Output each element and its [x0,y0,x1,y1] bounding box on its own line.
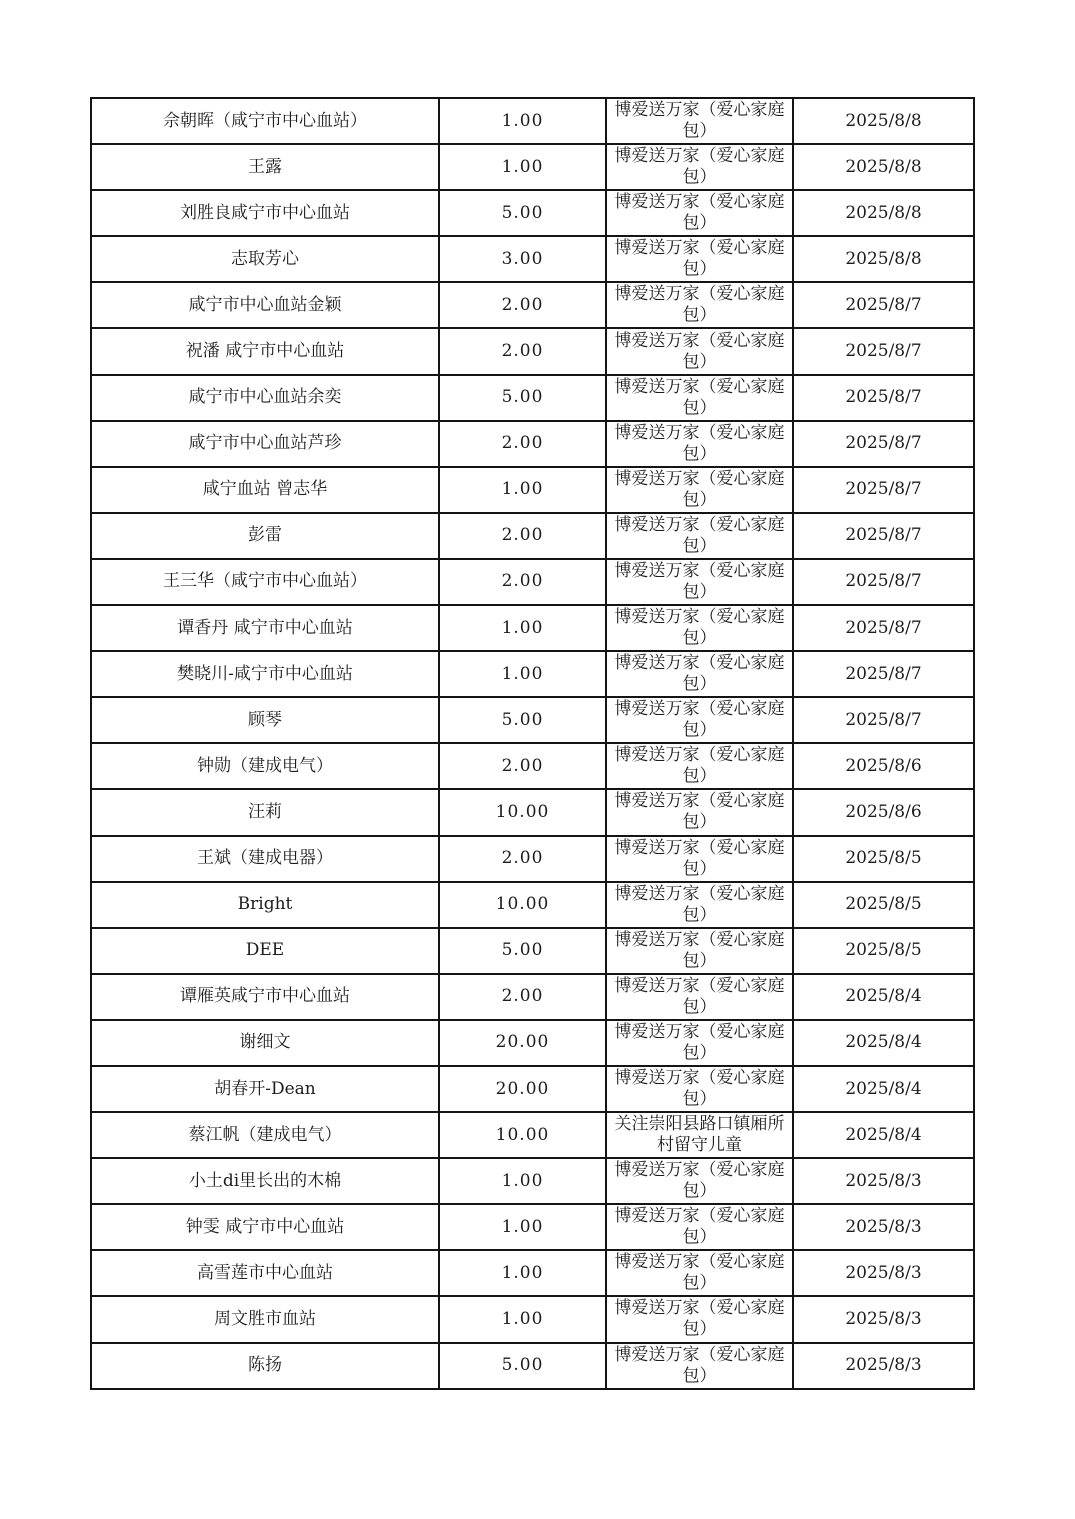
project-name-cell: 博爱送万家（爱心家庭包） [606,421,793,467]
table-row [91,605,974,651]
table-row [91,98,974,144]
donation-date-cell: 2025/8/5 [793,928,974,974]
donation-date-cell: 2025/8/6 [793,789,974,835]
donation-amount-cell: 1.00 [439,605,606,651]
project-name-cell: 博爱送万家（爱心家庭包） [606,1020,793,1066]
donation-amount-cell: 2.00 [439,513,606,559]
donation-amount-cell: 2.00 [439,743,606,789]
donor-name-cell: DEE [91,928,439,974]
donor-name-cell: 王三华（咸宁市中心血站） [91,559,439,605]
donation-record-table [90,97,975,1390]
donor-name-cell: 钟雯 咸宁市中心血站 [91,1204,439,1250]
donor-name-cell: 陈扬 [91,1343,439,1389]
table-row [91,467,974,513]
table-row [91,421,974,467]
donation-amount-cell: 1.00 [439,1250,606,1296]
donation-amount-cell: 2.00 [439,421,606,467]
donation-amount-cell: 10.00 [439,789,606,835]
project-name-cell: 博爱送万家（爱心家庭包） [606,375,793,421]
donation-amount-cell: 20.00 [439,1020,606,1066]
donation-date-cell: 2025/8/3 [793,1158,974,1204]
donation-date-cell: 2025/8/3 [793,1204,974,1250]
donation-date-cell: 2025/8/7 [793,375,974,421]
table-row [91,1066,974,1112]
donation-amount-cell: 2.00 [439,328,606,374]
donor-name-cell: 周文胜市血站 [91,1296,439,1342]
project-name-cell: 博爱送万家（爱心家庭包） [606,743,793,789]
project-name-cell: 博爱送万家（爱心家庭包） [606,328,793,374]
donor-name-cell: 钟勋（建成电气） [91,743,439,789]
donation-date-cell: 2025/8/7 [793,605,974,651]
donation-date-cell: 2025/8/4 [793,1066,974,1112]
project-name-cell: 博爱送万家（爱心家庭包） [606,144,793,190]
donation-date-cell: 2025/8/8 [793,144,974,190]
donor-name-cell: 王斌（建成电器） [91,836,439,882]
table-row [91,1158,974,1204]
table-row [91,651,974,697]
table-row [91,1020,974,1066]
table-row [91,513,974,559]
donation-date-cell: 2025/8/8 [793,98,974,144]
project-name-cell: 博爱送万家（爱心家庭包） [606,467,793,513]
donation-date-cell: 2025/8/3 [793,1296,974,1342]
table-row [91,1112,974,1158]
project-name-cell: 博爱送万家（爱心家庭包） [606,1296,793,1342]
table-row [91,836,974,882]
project-name-cell: 博爱送万家（爱心家庭包） [606,236,793,282]
donor-name-cell: 樊晓川-咸宁市中心血站 [91,651,439,697]
project-name-cell: 博爱送万家（爱心家庭包） [606,559,793,605]
table-row [91,282,974,328]
donation-date-cell: 2025/8/4 [793,1112,974,1158]
donor-name-cell: 志取芳心 [91,236,439,282]
donation-date-cell: 2025/8/5 [793,882,974,928]
donation-date-cell: 2025/8/4 [793,1020,974,1066]
table-row [91,190,974,236]
donor-name-cell: 蔡江帆（建成电气） [91,1112,439,1158]
donation-date-cell: 2025/8/7 [793,513,974,559]
project-name-cell: 博爱送万家（爱心家庭包） [606,1204,793,1250]
table-row [91,697,974,743]
donor-name-cell: 咸宁市中心血站芦珍 [91,421,439,467]
donor-name-cell: 咸宁市中心血站余奕 [91,375,439,421]
donation-date-cell: 2025/8/7 [793,421,974,467]
donor-name-cell: 胡春开-Dean [91,1066,439,1112]
project-name-cell: 博爱送万家（爱心家庭包） [606,1158,793,1204]
table-row [91,928,974,974]
donation-amount-cell: 5.00 [439,1343,606,1389]
donation-amount-cell: 1.00 [439,1158,606,1204]
project-name-cell: 博爱送万家（爱心家庭包） [606,190,793,236]
donation-table-body [91,98,974,1389]
project-name-cell: 博爱送万家（爱心家庭包） [606,605,793,651]
project-name-cell: 博爱送万家（爱心家庭包） [606,882,793,928]
donation-amount-cell: 2.00 [439,836,606,882]
table-row [91,375,974,421]
project-name-cell: 博爱送万家（爱心家庭包） [606,282,793,328]
donor-name-cell: 汪莉 [91,789,439,835]
project-name-cell: 博爱送万家（爱心家庭包） [606,697,793,743]
donation-amount-cell: 2.00 [439,559,606,605]
table-row [91,236,974,282]
table-row [91,743,974,789]
table-row [91,328,974,374]
donation-date-cell: 2025/8/5 [793,836,974,882]
donation-amount-cell: 1.00 [439,98,606,144]
donation-amount-cell: 1.00 [439,651,606,697]
donation-date-cell: 2025/8/4 [793,974,974,1020]
donor-name-cell: 高雪莲市中心血站 [91,1250,439,1296]
donation-amount-cell: 1.00 [439,1296,606,1342]
project-name-cell: 博爱送万家（爱心家庭包） [606,651,793,697]
project-name-cell: 博爱送万家（爱心家庭包） [606,789,793,835]
donation-amount-cell: 5.00 [439,375,606,421]
table-row [91,882,974,928]
table-row [91,559,974,605]
donation-amount-cell: 1.00 [439,1204,606,1250]
donor-name-cell: 顾琴 [91,697,439,743]
donor-name-cell: 祝潘 咸宁市中心血站 [91,328,439,374]
donation-amount-cell: 10.00 [439,882,606,928]
donor-name-cell: Bright [91,882,439,928]
donor-name-cell: 谭香丹 咸宁市中心血站 [91,605,439,651]
donor-name-cell: 佘朝晖（咸宁市中心血站） [91,98,439,144]
donation-amount-cell: 1.00 [439,467,606,513]
donation-date-cell: 2025/8/3 [793,1343,974,1389]
table-row [91,974,974,1020]
donation-date-cell: 2025/8/7 [793,651,974,697]
project-name-cell: 博爱送万家（爱心家庭包） [606,98,793,144]
project-name-cell: 博爱送万家（爱心家庭包） [606,513,793,559]
donor-name-cell: 谢细文 [91,1020,439,1066]
table-row [91,1204,974,1250]
donation-date-cell: 2025/8/8 [793,190,974,236]
donation-amount-cell: 3.00 [439,236,606,282]
project-name-cell: 博爱送万家（爱心家庭包） [606,1250,793,1296]
donation-date-cell: 2025/8/3 [793,1250,974,1296]
table-row [91,1343,974,1389]
donation-amount-cell: 2.00 [439,282,606,328]
donation-amount-cell: 2.00 [439,974,606,1020]
donor-name-cell: 王露 [91,144,439,190]
project-name-cell: 博爱送万家（爱心家庭包） [606,1066,793,1112]
table-row [91,1296,974,1342]
donation-date-cell: 2025/8/7 [793,559,974,605]
table-row [91,789,974,835]
donation-date-cell: 2025/8/7 [793,697,974,743]
donor-name-cell: 小土di里长出的木棉 [91,1158,439,1204]
donor-name-cell: 彭雷 [91,513,439,559]
table-row [91,144,974,190]
donation-date-cell: 2025/8/7 [793,467,974,513]
donor-name-cell: 咸宁市中心血站金颖 [91,282,439,328]
donor-name-cell: 咸宁血站 曾志华 [91,467,439,513]
donation-amount-cell: 5.00 [439,697,606,743]
project-name-cell: 博爱送万家（爱心家庭包） [606,836,793,882]
project-name-cell: 博爱送万家（爱心家庭包） [606,974,793,1020]
donor-name-cell: 刘胜良咸宁市中心血站 [91,190,439,236]
donation-date-cell: 2025/8/8 [793,236,974,282]
donation-date-cell: 2025/8/6 [793,743,974,789]
project-name-cell: 博爱送万家（爱心家庭包） [606,1343,793,1389]
donor-name-cell: 谭雁英咸宁市中心血站 [91,974,439,1020]
project-name-cell: 关注崇阳县路口镇厢所村留守儿童 [606,1112,793,1158]
donation-date-cell: 2025/8/7 [793,282,974,328]
donation-amount-cell: 5.00 [439,928,606,974]
donation-date-cell: 2025/8/7 [793,328,974,374]
donation-amount-cell: 10.00 [439,1112,606,1158]
donation-amount-cell: 20.00 [439,1066,606,1112]
donation-amount-cell: 1.00 [439,144,606,190]
project-name-cell: 博爱送万家（爱心家庭包） [606,928,793,974]
table-row [91,1250,974,1296]
donation-amount-cell: 5.00 [439,190,606,236]
